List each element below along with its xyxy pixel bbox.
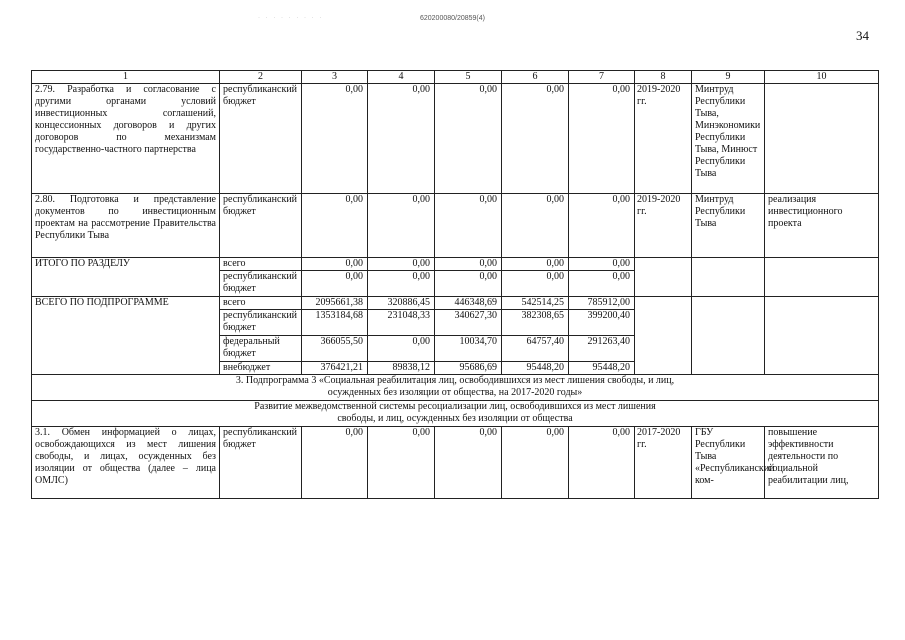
- value-2018: 0,00: [435, 427, 502, 499]
- value-2020: 291263,40: [569, 336, 635, 362]
- period: 2019-2020 гг.: [635, 194, 692, 258]
- value-2017: 0,00: [368, 427, 435, 499]
- measure-name: 3.1. Обмен информацией о лицах, освобождающихся из мест лишения свободы, и лицах, осужденных без изоляции от общества (далее – лица ОМЛС): [32, 427, 220, 499]
- table-row: [32, 375, 879, 401]
- value-2020: 399200,40: [569, 310, 635, 336]
- value-2018: 0,00: [435, 84, 502, 194]
- value-total: 0,00: [302, 427, 368, 499]
- table-row: [32, 297, 879, 310]
- value-total: 0,00: [302, 258, 368, 271]
- period: 2017-2020 гг.: [635, 427, 692, 499]
- value-2019: 0,00: [502, 194, 569, 258]
- table-row: [32, 194, 879, 258]
- value-2020: 0,00: [569, 258, 635, 271]
- value-total: 0,00: [302, 271, 368, 297]
- period: 2019-2020 гг.: [635, 84, 692, 194]
- result: [765, 84, 879, 194]
- empty-cell: [635, 297, 692, 375]
- measure-name: 2.79. Разработка и согласование с другими органами условий инвестиционных соглашений, концессионных договоров и других договоров по механизмам государственно-частного партнерства: [32, 84, 220, 194]
- value-2020: 0,00: [569, 194, 635, 258]
- value-2018: 340627,30: [435, 310, 502, 336]
- value-total: 1353184,68: [302, 310, 368, 336]
- value-2020: 0,00: [569, 271, 635, 297]
- funding-source: всего: [220, 297, 302, 310]
- col-num: 9: [692, 71, 765, 84]
- funding-source: внебюджет: [220, 362, 302, 375]
- value-2017: 0,00: [368, 258, 435, 271]
- value-2018: 10034,70: [435, 336, 502, 362]
- table-row: [32, 401, 879, 427]
- table-row: [32, 84, 879, 194]
- col-num: 5: [435, 71, 502, 84]
- value-2018: 0,00: [435, 271, 502, 297]
- col-num: 10: [765, 71, 879, 84]
- column-number-row: [32, 71, 879, 84]
- value-2020: 0,00: [569, 84, 635, 194]
- result: повышение эффективности деятельности по социальной реабилитации лиц,: [765, 427, 879, 499]
- value-2019: 0,00: [502, 271, 569, 297]
- funding-source: всего: [220, 258, 302, 271]
- value-2019: 542514,25: [502, 297, 569, 310]
- value-2017: 231048,33: [368, 310, 435, 336]
- executor: ГБУ Республики Тыва «Республиканский ком-: [692, 427, 765, 499]
- funding-source: республиканский бюджет: [220, 194, 302, 258]
- section-total-label: ИТОГО ПО РАЗДЕЛУ: [32, 258, 220, 297]
- empty-cell: [692, 297, 765, 375]
- value-2018: 95686,69: [435, 362, 502, 375]
- value-total: 366055,50: [302, 336, 368, 362]
- col-num: 3: [302, 71, 368, 84]
- col-num: 6: [502, 71, 569, 84]
- measure-name: 2.80. Подготовка и представление документов по инвестиционным проектам на рассмотрение Правительства Республики Тыва: [32, 194, 220, 258]
- value-total: 0,00: [302, 84, 368, 194]
- empty-cell: [765, 258, 879, 297]
- faint-header-mark: · · · · · · · · ·: [258, 15, 324, 21]
- value-total: 376421,21: [302, 362, 368, 375]
- table-row: [32, 258, 879, 271]
- funding-source: республиканский бюджет: [220, 84, 302, 194]
- value-2019: 64757,40: [502, 336, 569, 362]
- empty-cell: [765, 297, 879, 375]
- value-2017: 320886,45: [368, 297, 435, 310]
- table-row: [32, 427, 879, 499]
- document-code: 620200080/20859(4): [419, 15, 485, 22]
- funding-source: республиканский бюджет: [220, 271, 302, 297]
- value-2018: 0,00: [435, 194, 502, 258]
- col-num: 1: [32, 71, 220, 84]
- page-number: 34: [856, 28, 869, 43]
- value-total: 2095661,38: [302, 297, 368, 310]
- col-num: 4: [368, 71, 435, 84]
- col-num: 7: [569, 71, 635, 84]
- value-2018: 0,00: [435, 258, 502, 271]
- value-total: 0,00: [302, 194, 368, 258]
- funding-source: федеральный бюджет: [220, 336, 302, 362]
- value-2017: 0,00: [368, 271, 435, 297]
- executor: Минтруд Республики Тыва, Минэкономики Республики Тыва, Минюст Республики Тыва: [692, 84, 765, 194]
- value-2018: 446348,69: [435, 297, 502, 310]
- subprogram-total-label: ВСЕГО ПО ПОДПРОГРАММЕ: [32, 297, 220, 375]
- empty-cell: [692, 258, 765, 297]
- value-2019: 0,00: [502, 258, 569, 271]
- value-2017: 0,00: [368, 336, 435, 362]
- value-2019: 0,00: [502, 84, 569, 194]
- value-2019: 95448,20: [502, 362, 569, 375]
- executor: Минтруд Республики Тыва: [692, 194, 765, 258]
- value-2017: 0,00: [368, 194, 435, 258]
- col-num: 2: [220, 71, 302, 84]
- value-2019: 0,00: [502, 427, 569, 499]
- funding-source: республиканский бюджет: [220, 427, 302, 499]
- value-2020: 785912,00: [569, 297, 635, 310]
- value-2017: 89838,12: [368, 362, 435, 375]
- value-2020: 95448,20: [569, 362, 635, 375]
- empty-cell: [635, 258, 692, 297]
- value-2019: 382308,65: [502, 310, 569, 336]
- value-2017: 0,00: [368, 84, 435, 194]
- section-title: Развитие межведомственной системы ресоциализации лиц, освободившихся из мест лишения свободы, и лиц, осужденных без изоляции от общества: [32, 401, 879, 427]
- result: реализация инвестиционного проекта: [765, 194, 879, 258]
- subprogram-title: 3. Подпрограмма 3 «Социальная реабилитация лиц, освободившихся из мест лишения свободы, и лиц, осужденных без изоляции от общества, на 2017-2020 годы»: [32, 375, 879, 401]
- value-2020: 0,00: [569, 427, 635, 499]
- col-num: 8: [635, 71, 692, 84]
- budget-table: [31, 70, 879, 499]
- funding-source: республиканский бюджет: [220, 310, 302, 336]
